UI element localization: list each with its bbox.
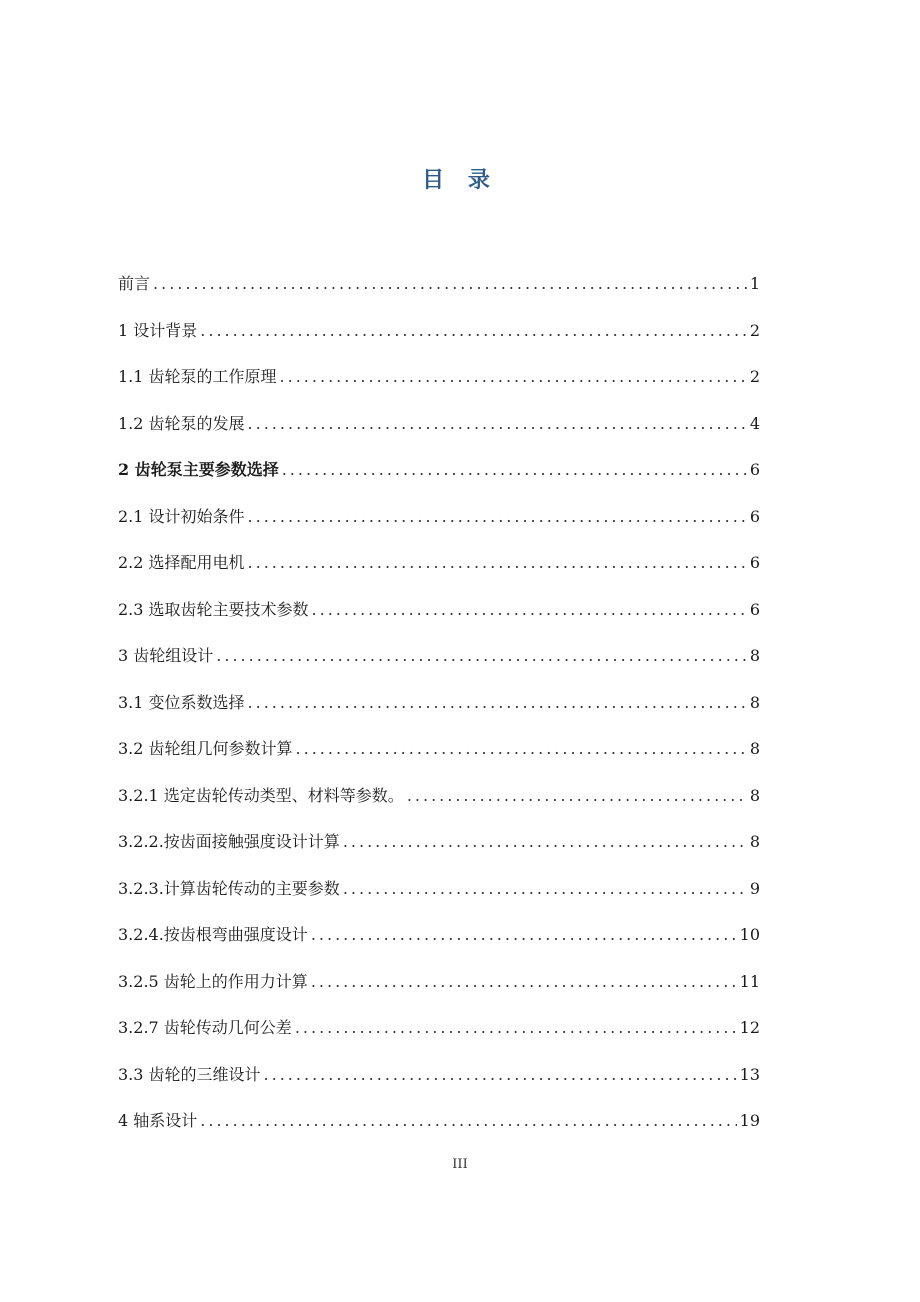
toc-entry[interactable] xyxy=(118,319,760,366)
toc-entry-page: 6 xyxy=(749,460,760,479)
toc-entry-label: 4 轴系设计 xyxy=(118,1111,198,1130)
toc-dot-leader xyxy=(407,784,747,808)
toc-dot-leader xyxy=(295,1016,737,1040)
toc-entry-label: 3.2.7 齿轮传动几何公差 xyxy=(118,1018,292,1037)
toc-entry-label: 3.2.1 选定齿轮传动类型、材料等参数。 xyxy=(118,785,404,805)
toc-dot-leader xyxy=(311,970,737,994)
toc-dot-leader xyxy=(248,412,747,436)
toc-entry-page: 6 xyxy=(749,506,760,526)
toc-entry-label: 3.2.2.按齿面接触强度设计计算 xyxy=(118,832,340,851)
toc-entry-page: 8 xyxy=(749,739,760,758)
toc-entry[interactable] xyxy=(118,784,760,831)
toc-entry-page: 1 xyxy=(749,274,760,293)
toc-entry-page: 2 xyxy=(749,367,760,386)
toc-entry[interactable] xyxy=(118,1109,760,1156)
toc-entry-label: 3 齿轮组设计 xyxy=(118,646,214,665)
toc-entry-label: 2.2 选择配用电机 xyxy=(118,553,245,572)
toc-dot-leader xyxy=(343,830,747,854)
toc-entry[interactable] xyxy=(118,458,760,505)
toc-entry-page: 8 xyxy=(749,832,760,851)
toc-entry-label: 3.3 齿轮的三维设计 xyxy=(118,1064,261,1084)
toc-entry[interactable] xyxy=(118,272,760,319)
toc-entry-label: 1 设计背景 xyxy=(118,320,198,340)
toc-entry-label: 1.2 齿轮泵的发展 xyxy=(118,413,245,433)
toc-entry-page: 8 xyxy=(749,785,760,805)
toc-entry-page: 8 xyxy=(749,646,760,665)
toc-entry-page: 9 xyxy=(749,878,760,898)
toc-dot-leader xyxy=(153,272,747,296)
toc-entry-label: 前言 xyxy=(118,274,151,293)
toc-dot-leader xyxy=(248,551,747,575)
toc-entry-page: 13 xyxy=(739,1064,760,1084)
toc-dot-leader xyxy=(312,598,747,622)
toc-dot-leader xyxy=(200,1109,736,1133)
toc-dot-leader xyxy=(311,923,737,947)
toc-entry[interactable] xyxy=(118,598,760,645)
toc-entry-page: 8 xyxy=(749,692,760,712)
toc-entry[interactable] xyxy=(118,830,760,877)
toc-dot-leader xyxy=(200,319,747,343)
page-number: III xyxy=(452,1157,468,1172)
toc-dot-leader xyxy=(280,365,747,389)
toc-entry[interactable] xyxy=(118,1016,760,1063)
toc-entry-label: 1.1 齿轮泵的工作原理 xyxy=(118,367,277,386)
toc-entry-label: 3.2.3.计算齿轮传动的主要参数 xyxy=(118,878,340,898)
toc-entry-page: 10 xyxy=(739,925,760,944)
page-title: 目 录 xyxy=(422,167,498,193)
toc-dot-leader xyxy=(296,737,747,761)
toc-entry-label: 3.2.5 齿轮上的作用力计算 xyxy=(118,971,308,991)
toc-entry[interactable] xyxy=(118,691,760,738)
toc-dot-leader xyxy=(282,458,747,482)
toc-entry-label: 3.1 变位系数选择 xyxy=(118,692,245,712)
toc-entry[interactable] xyxy=(118,737,760,784)
toc-dot-leader xyxy=(248,505,747,529)
toc-dot-leader xyxy=(248,691,747,715)
toc-entry-page: 6 xyxy=(749,553,760,572)
toc-entry-page: 12 xyxy=(739,1018,760,1037)
toc-entry-label: 3.2.4.按齿根弯曲强度设计 xyxy=(118,925,308,944)
toc-entry[interactable] xyxy=(118,551,760,598)
toc-entry-page: 19 xyxy=(739,1111,760,1130)
toc-entry[interactable] xyxy=(118,923,760,970)
toc-entry-page: 11 xyxy=(739,971,760,991)
toc-entry[interactable] xyxy=(118,1063,760,1110)
toc-entry-label: 2.1 设计初始条件 xyxy=(118,506,245,526)
toc-entry[interactable] xyxy=(118,365,760,412)
toc-entry-label: 2 齿轮泵主要参数选择 xyxy=(118,460,279,479)
toc-entry[interactable] xyxy=(118,644,760,691)
toc-entry-page: 4 xyxy=(749,413,760,433)
toc-dot-leader xyxy=(264,1063,737,1087)
toc-dot-leader xyxy=(216,644,747,668)
toc-entry-label: 2.3 选取齿轮主要技术参数 xyxy=(118,599,309,619)
toc-dot-leader xyxy=(343,877,747,901)
toc-entry-page: 6 xyxy=(749,599,760,619)
toc-entry[interactable] xyxy=(118,970,760,1017)
toc-entry-label: 3.2 齿轮组几何参数计算 xyxy=(118,739,293,758)
table-of-contents xyxy=(118,272,760,1156)
toc-entry[interactable] xyxy=(118,877,760,924)
toc-entry[interactable] xyxy=(118,505,760,552)
toc-entry-page: 2 xyxy=(749,320,760,340)
toc-entry[interactable] xyxy=(118,412,760,459)
